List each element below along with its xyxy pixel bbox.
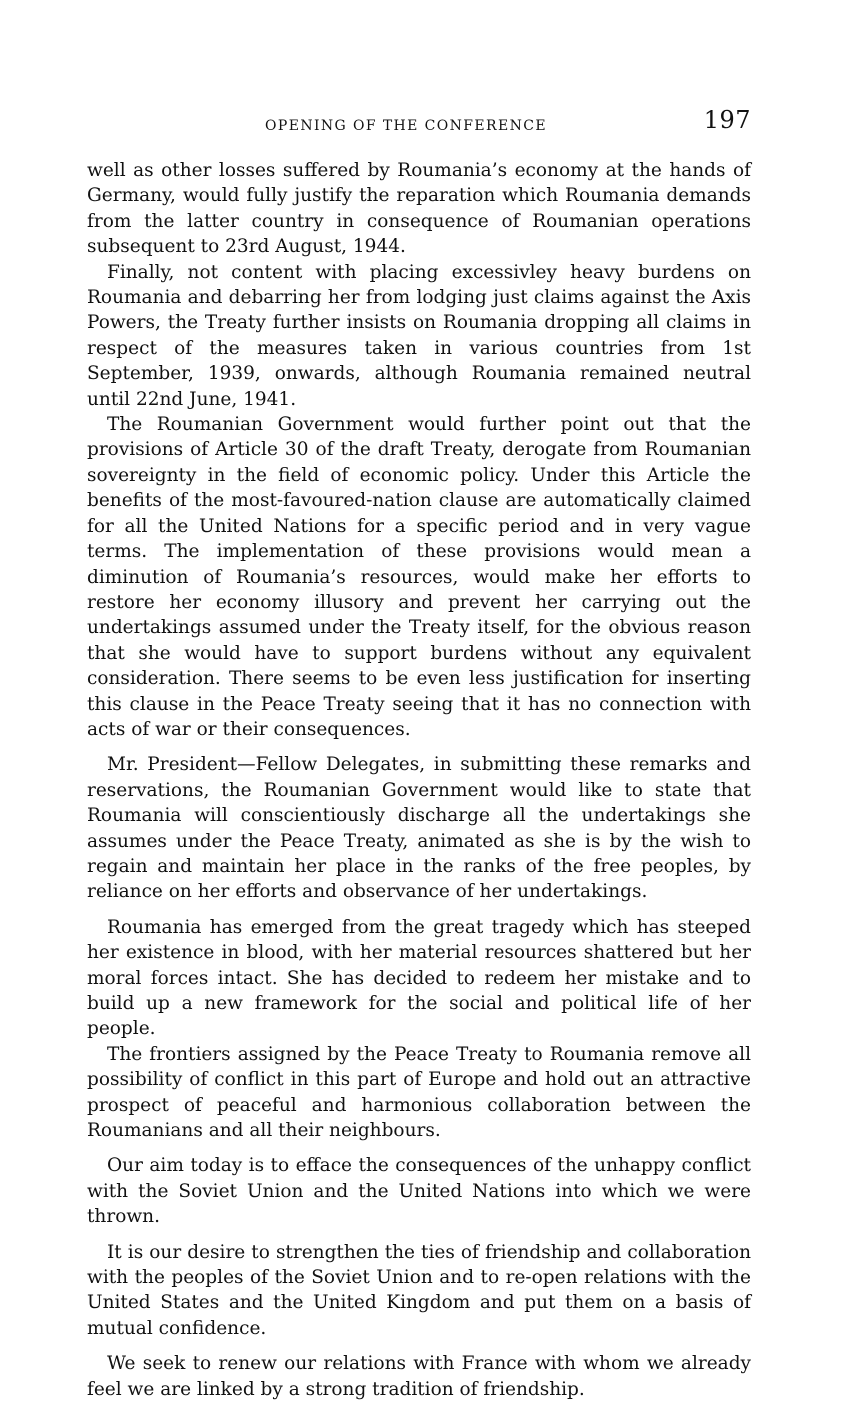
running-head bbox=[87, 108, 751, 142]
paragraph-mr-president: Mr. President—Fellow Delegates, in submitting these remarks and reservations, the Roumanian Government would like to state that Roumania will conscientiously discharge all the undertakings she assumes under the Peace Treaty, animated as she is by the wish to regain and maintain her place in the ranks of the free peoples, by reliance on her efforts and observance of her undertakings. bbox=[87, 754, 751, 903]
book-page bbox=[87, 108, 751, 1402]
page-number: 197 bbox=[703, 106, 751, 134]
paragraph-frontiers: The frontiers assigned by the Peace Treaty to Roumania remove all possibility of conflict in this part of Europe and hold out an attractive prospect of peaceful and harmonious collaboration between the Roumanians and all their neighbours. bbox=[87, 1043, 751, 1142]
paragraph-continued: well as other losses suffered by Roumania’s economy at the hands of Germany, would fully justify the reparation which Roumania demands from the latter country in consequence of Roumanian operations subsequent to 23rd August, 1944. bbox=[87, 160, 751, 258]
paragraph-friendship-ties: It is our desire to strengthen the ties of friendship and collaboration with the peoples of the Soviet Union and to re-open relations with the United States and the United Kingdom and put them on a basis of mutual confidence. bbox=[87, 1241, 751, 1339]
body-text bbox=[87, 158, 751, 1402]
paragraph-aim-today: Our aim today is to efface the consequences of the unhappy conflict with the Soviet Union and the United Nations into which we were thrown. bbox=[87, 1155, 751, 1228]
paragraph-axis-claims: Finally, not content with placing excessivley heavy burdens on Roumania and debarring her from lodging just claims against the Axis Powers, the Treaty further insists on Roumania dropping all claims in respect of the measures taken in various countries from 1st September, 1939, onwards, although Roumania remained neutral until 22nd June, 1941. bbox=[87, 261, 751, 410]
paragraph-france: We seek to renew our relations with France with whom we already feel we are linked by a strong tradition of friendship. bbox=[87, 1353, 751, 1400]
paragraph-article-30: The Roumanian Government would further point out that the provisions of Article 30 of the draft Treaty, derogate from Roumanian sovereignty in the field of economic policy. Under this Article the benefits of the most-favoured-nation clause are automatically claimed for all the United Nations for a specific period and in very vague terms. The implementation of these provisions would mean a diminution of Roumania’s resources, would make her efforts to restore her economy illusory and prevent her carrying out the undertakings assumed under the Treaty itself, for the obvious reason that she would have to support burdens without any equivalent consideration. There seems to be even less justification for inserting this clause in the Peace Treaty seeing that it has no connection with acts of war or their consequences. bbox=[87, 414, 751, 740]
paragraph-emerged-from-tragedy: Roumania has emerged from the great tragedy which has steeped her existence in blood, with her material resources shattered but her moral forces intact. She has decided to redeem her mistake and to build up a new framework for the social and political life of her people. bbox=[87, 916, 751, 1040]
running-title: OPENING OF THE CONFERENCE bbox=[265, 118, 547, 134]
